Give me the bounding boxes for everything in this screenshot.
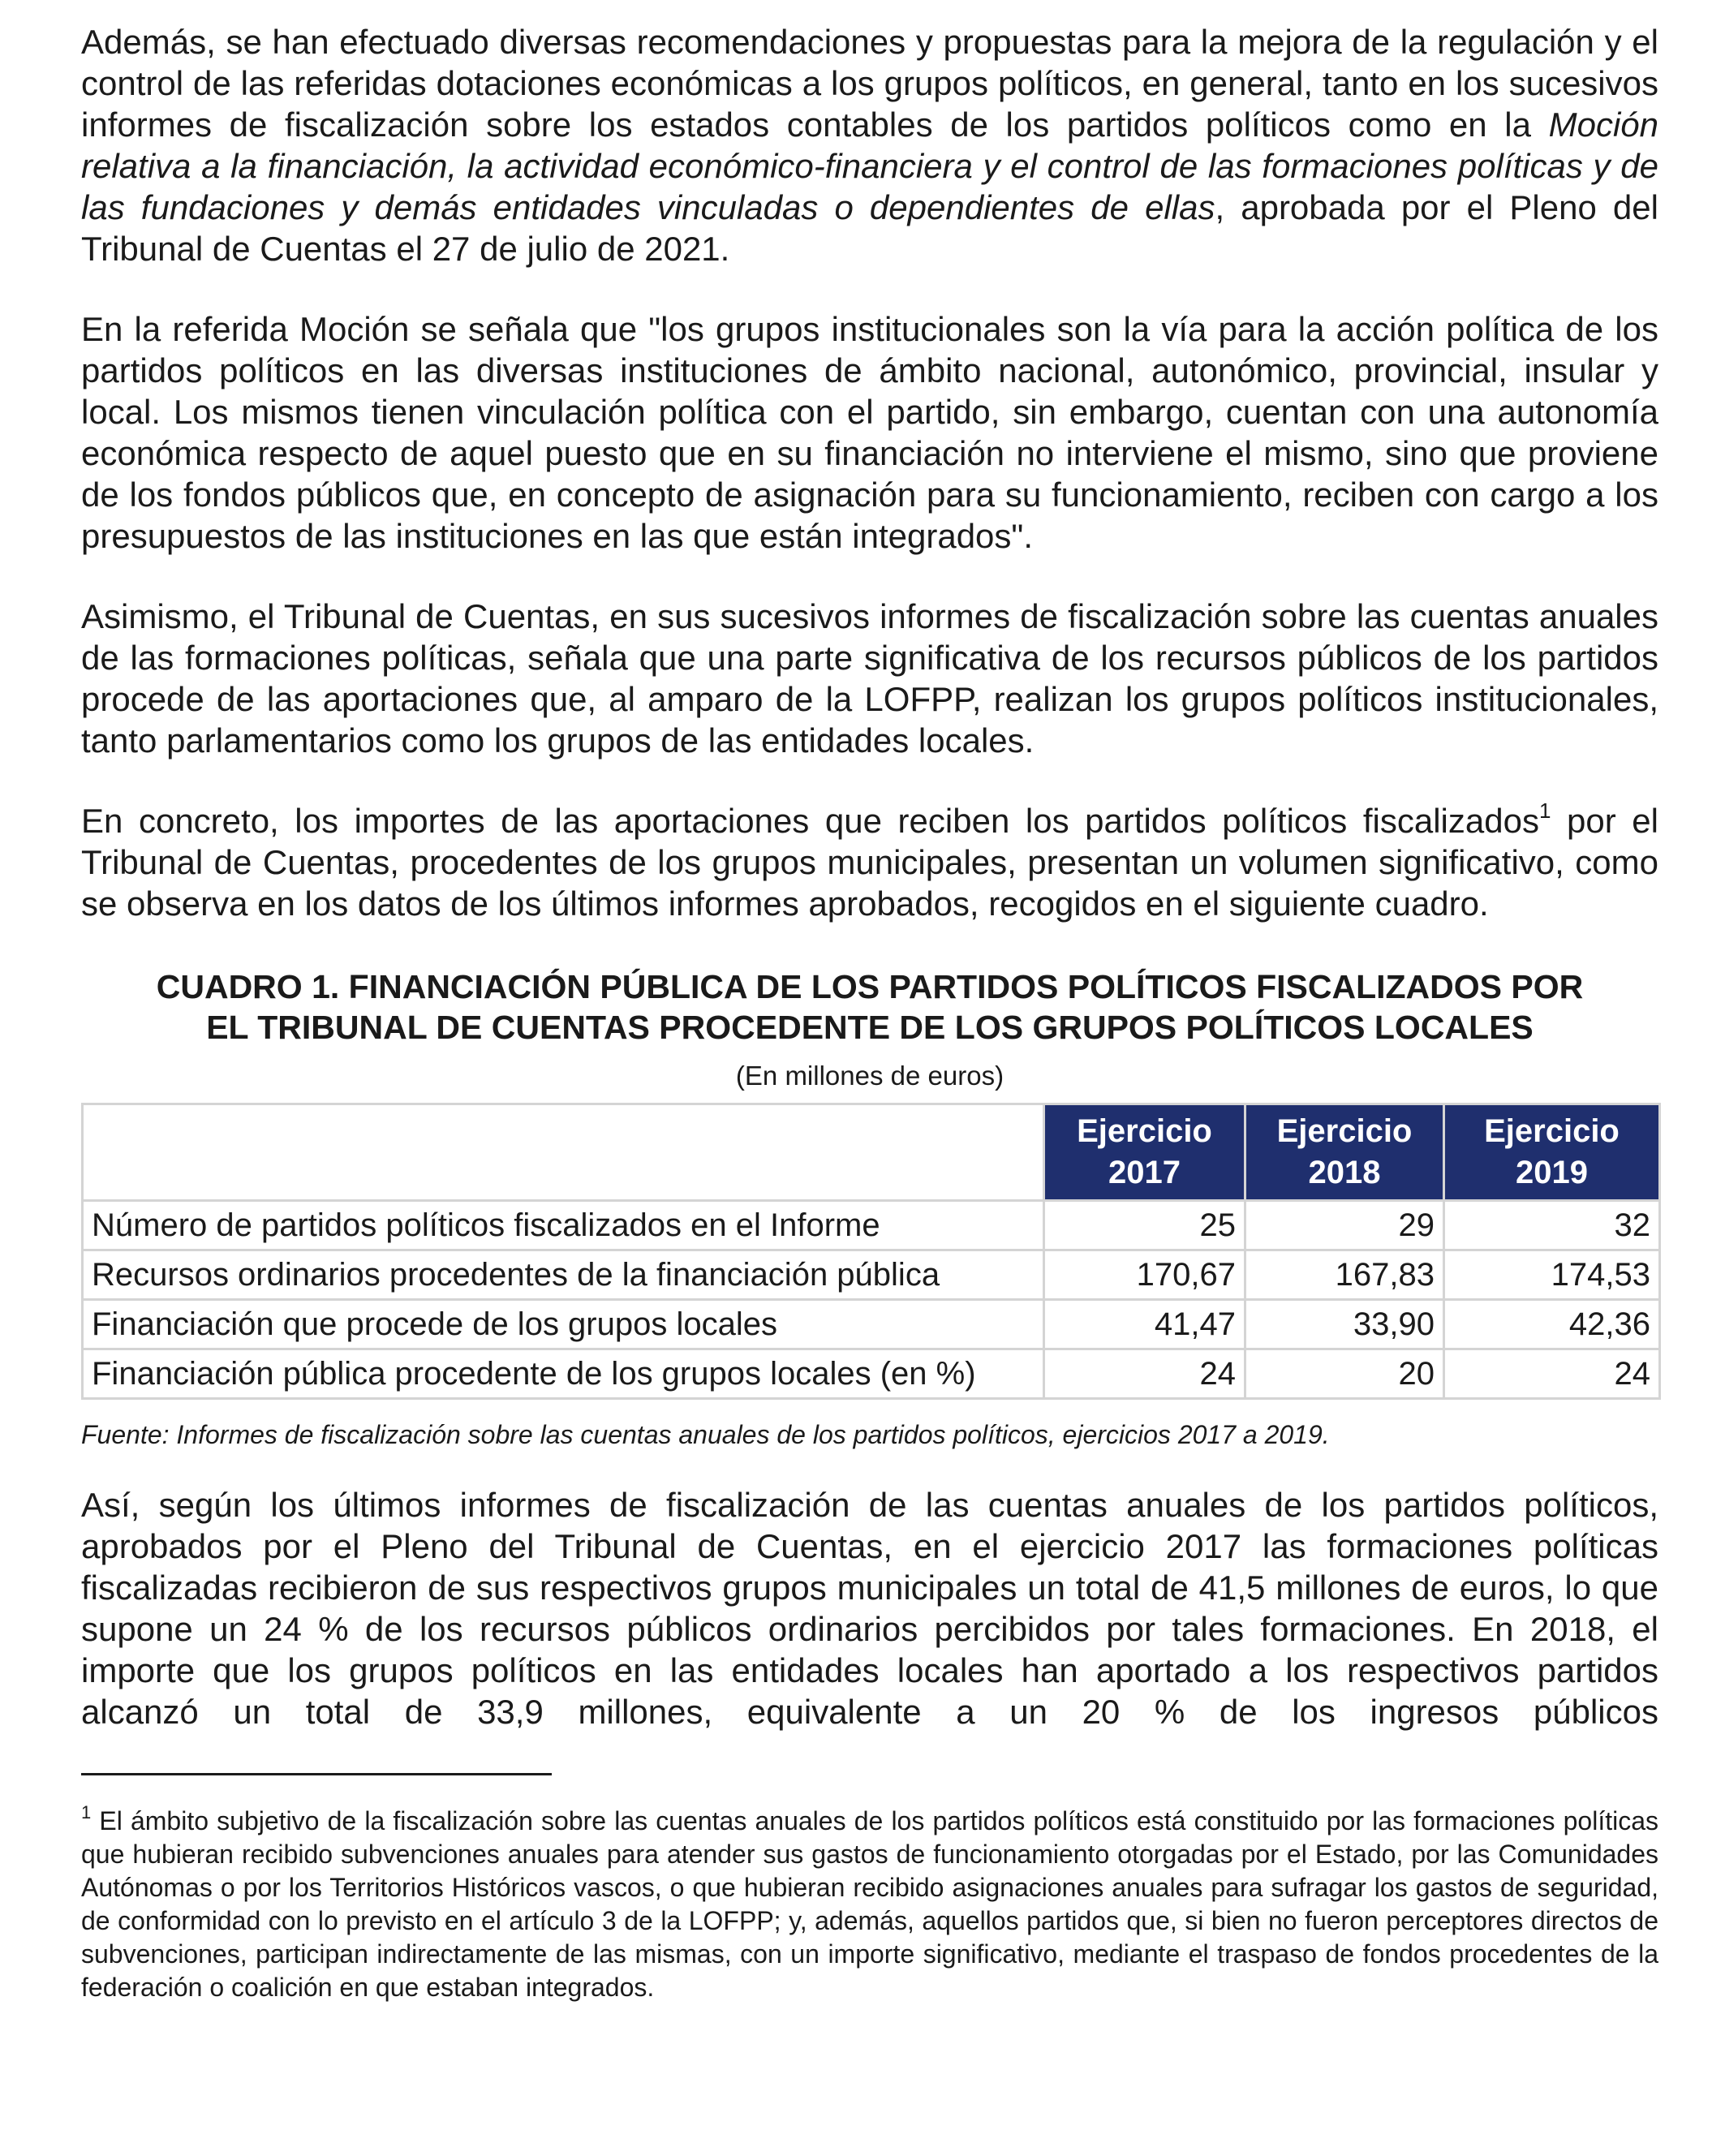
- paragraph-text: Además, se han efectuado diversas recomendaciones y propuestas para la mejora de la regulación y el control de las referidas dotaciones económicas a los grupos políticos, en general, tanto en los sucesivos informes de fiscalización sobre los estados contables de los partidos políticos como en la: [81, 23, 1658, 144]
- paragraph-concrete-amounts: [81, 800, 1658, 924]
- cell-value: 174,53: [1444, 1250, 1660, 1300]
- table-unit: (En millones de euros): [735, 1061, 1004, 1091]
- paragraph-mocion-quote: En la referida Moción se señala que "los grupos institucionales son la vía para la acción política de los partidos políticos en las diversas instituciones de ámbito nacional, autonómico, provincial, insular y local. Los mismos tienen vinculación política con el partido, sin embargo, cuentan con una autonomía económica respecto de aquel puesto que en su financiación no interviene el mismo, sino que proviene de los fondos públicos que, en concepto de asignación para su funcionamiento, reciben con cargo a los presupuestos de las instituciones en las que están integrados".: [81, 310, 1658, 555]
- cell-value: 32: [1444, 1201, 1660, 1250]
- cell-value: 24: [1444, 1349, 1660, 1399]
- cell-value: 41,47: [1044, 1300, 1245, 1349]
- table-title-line: CUADRO 1. FINANCIACIÓN PÚBLICA DE LOS PARTIDOS POLÍTICOS FISCALIZADOS POR: [156, 968, 1584, 1005]
- row-label: Financiación que procede de los grupos locales: [83, 1300, 1044, 1349]
- cell-value: 170,67: [1044, 1250, 1245, 1300]
- paragraph-latest-reports: Así, según los últimos informes de fiscalización de las cuentas anuales de los partidos políticos, aprobados por el Pleno del Tribunal de Cuentas, en el ejercicio 2017 las formaciones políticas fiscalizadas recibieron de sus respectivos grupos municipales un total de 41,5 millones de euros, lo que supone un 24 % de los recursos públicos ordinarios percibidos por tales formaciones. En 2018, el importe que los grupos políticos en las entidades locales han aportado a los respectivos partidos alcanzó un total de 33,9 millones, equivalente a un 20 % de los ingresos públicos: [81, 1486, 1658, 1731]
- mocion-title: Moción relativa a la financiación, la actividad económico-financiera y el control de las formaciones políticas y de las fundaciones y demás entidades vinculadas o dependientes de ellas: [81, 105, 1658, 226]
- cell-value: 25: [1044, 1201, 1245, 1250]
- footnote-text: El ámbito subjetivo de la fiscalización sobre las cuentas anuales de los partidos políticos está constituido por las formaciones políticas que hubieran recibido subvenciones anuales para atender sus gastos de funcionamiento otorgadas por el Estado, por las Comunidades Autónomas o por los Territorios Históricos vascos, o que hubieran recibido asignaciones anuales para sufragar los gastos de seguridad, de conformidad con lo previsto en el artículo 3 de la LOFPP; y, además, aquellos partidos que, si bien no fueron perceptores directos de subvenciones, participan indirectamente de las mismas, con un importe significativo, mediante el traspaso de fondos procedentes de la federación o coalición en que estaban integrados.: [81, 1806, 1658, 2002]
- paragraph-text: , aprobada por el Pleno del Tribunal de Cuentas el 27 de julio de 2021.: [81, 188, 1658, 268]
- table-row: [83, 1349, 1660, 1399]
- header-ejercicio-2019: Ejercicio 2019: [1444, 1104, 1660, 1201]
- table-row: [83, 1250, 1660, 1300]
- paragraph-tribunal-reports: Asimismo, el Tribunal de Cuentas, en sus sucesivos informes de fiscalización sobre las cuentas anuales de las formaciones políticas, señala que una parte significativa de los recursos públicos de los partidos procede de las aportaciones que, al amparo de la LOFPP, realizan los grupos políticos institucionales, tanto parlamentarios como los grupos de las entidades locales.: [81, 597, 1658, 760]
- paragraph-text: En concreto, los importes de las aportaciones que reciben los partidos políticos fiscalizados: [81, 802, 1539, 840]
- header-ejercicio-2017: Ejercicio 2017: [1044, 1104, 1245, 1201]
- footnote-reference[interactable]: 1: [1538, 798, 1551, 823]
- row-label: Recursos ordinarios procedentes de la financiación pública: [83, 1250, 1044, 1300]
- row-label: Financiación pública procedente de los grupos locales (en %): [83, 1349, 1044, 1399]
- cell-value: 29: [1245, 1201, 1444, 1250]
- cell-value: 33,90: [1245, 1300, 1444, 1349]
- cell-value: 42,36: [1444, 1300, 1660, 1349]
- table-header-row: [83, 1104, 1660, 1201]
- table-source: Fuente: Informes de fiscalización sobre las cuentas anuales de los partidos políticos, ejercicios 2017 a 2019.: [81, 1420, 1330, 1449]
- table-row: [83, 1300, 1660, 1349]
- table-title: [81, 963, 1658, 1048]
- footnote-marker: 1: [81, 1802, 92, 1822]
- paragraph-text: por el Tribunal de Cuentas, procedentes de los grupos municipales, presentan un volumen significativo, como se observa en los datos de los últimos informes aprobados, recogidos en el siguiente cuadro.: [81, 802, 1658, 923]
- table-row: [83, 1201, 1660, 1250]
- cell-value: 20: [1245, 1349, 1444, 1399]
- row-label: Número de partidos políticos fiscalizados en el Informe: [83, 1201, 1044, 1250]
- cell-value: 24: [1044, 1349, 1245, 1399]
- footnote-separator: [81, 1773, 552, 1775]
- cell-value: 167,83: [1245, 1250, 1444, 1300]
- table-title-line: EL TRIBUNAL DE CUENTAS PROCEDENTE DE LOS GRUPOS POLÍTICOS LOCALES: [206, 1009, 1534, 1046]
- table-header-blank: [83, 1104, 1044, 1201]
- paragraph-recommendations: [81, 21, 1658, 269]
- document-page: [81, 21, 1658, 2004]
- financing-table: [81, 1103, 1661, 1400]
- header-ejercicio-2018: Ejercicio 2018: [1245, 1104, 1444, 1201]
- footnote-1: [81, 1802, 1658, 2004]
